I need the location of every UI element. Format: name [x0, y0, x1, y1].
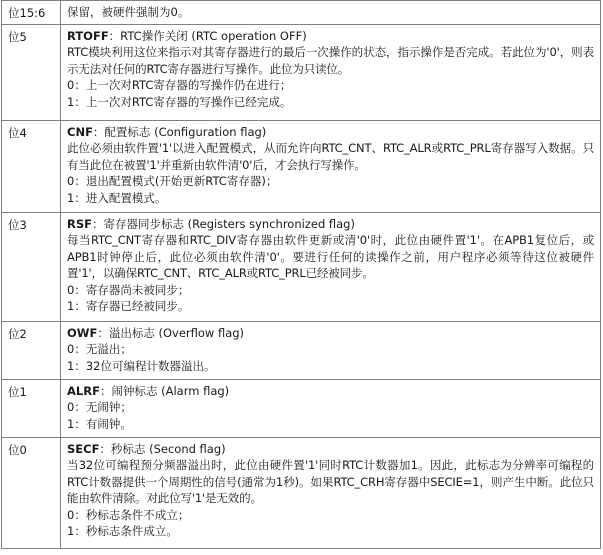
option-0: 0：退出配置模式(开始更新RTC寄存器)； [67, 174, 278, 188]
option-1: 1：寄存器已经被同步。 [67, 299, 190, 313]
bit-label: 位3 [2, 212, 61, 321]
bit-label: 位15:6 [2, 1, 61, 25]
bit-label: 位4 [2, 120, 61, 212]
table-row [2, 379, 601, 437]
option-0: 0：无闹钟； [67, 400, 132, 414]
field-detail: 当32位可编程预分频器溢出时，此位由硬件置'1'同时RTC计数器加1。因此，此标志为分辨率可编程的RTC计数器提供一个周期性的信号(通常为1秒)。如果RTC_CRH寄存器中SECIE=1，则产生中断。此位只能由软件清除。对此位写'1'是无效的。 [67, 458, 594, 505]
reserved-note: 保留，被硬件强制为0。 [67, 5, 190, 19]
option-0: 0：无溢出； [67, 342, 132, 356]
table-row [2, 321, 601, 379]
field-title: ：秒标志 (Second flag) [99, 441, 226, 456]
table-row [2, 212, 601, 321]
bit-description [61, 321, 601, 379]
option-0: 0：上一次对RTC寄存器的写操作仍在进行； [67, 78, 292, 92]
field-detail: 每当RTC_CNT寄存器和RTC_DIV寄存器由软件更新或清'0'时，此位由硬件置'1'。在APB1复位后，或APB1时钟停止后，此位必须由软件清'0'。要进行任何的读操作之前，用户程序必须等待这位被硬件置'1'，以确保RTC_CNT、RTC_ALR或RTC_PRL已经被同步。 [67, 233, 594, 280]
field-name: ALRF [67, 383, 100, 398]
field-name: SECF [67, 441, 100, 456]
field-title: ：闹钟标志 (Alarm flag) [99, 383, 230, 398]
field-title: ：溢出标志 (Overflow flag) [97, 325, 245, 340]
field-title: ：RTC操作关闭 (RTC operation OFF) [108, 28, 307, 43]
field-name: OWF [67, 325, 98, 340]
register-bit-table [1, 0, 601, 549]
table-row [2, 120, 601, 212]
table-row [2, 24, 601, 120]
bit-label: 位1 [2, 379, 61, 437]
option-1: 1：32位可编程计数器溢出。 [67, 358, 216, 373]
option-1: 1：有闹钟。 [67, 416, 132, 431]
table-row [2, 1, 601, 25]
option-1: 1：秒标志条件成立。 [67, 524, 178, 538]
field-title: ：配置标志 (Configuration flag) [92, 124, 267, 139]
table-row [2, 437, 601, 548]
bit-label: 位5 [2, 24, 61, 120]
field-name: RTOFF [67, 28, 109, 43]
bit-description [61, 1, 601, 25]
field-name: RSF [67, 216, 92, 231]
field-title: ：寄存器同步标志 (Registers synchronized flag) [92, 216, 355, 231]
bit-label: 位0 [2, 437, 61, 548]
field-detail: RTC模块利用这位来指示对其寄存器进行的最后一次操作的状态，指示操作是否完成。若此位为'0'，则表示无法对任何的RTC寄存器进行写操作。此位为只读位。 [67, 45, 594, 76]
option-0: 0：寄存器尚未被同步； [67, 282, 190, 297]
bit-description [61, 212, 601, 321]
option-0: 0：秒标志条件不成立； [67, 507, 190, 522]
option-1: 1：进入配置模式。 [67, 190, 167, 205]
option-1: 1：上一次对RTC寄存器的写操作已经完成。 [67, 94, 292, 109]
field-name: CNF [67, 124, 93, 139]
bit-description [61, 379, 601, 437]
bit-label: 位2 [2, 321, 61, 379]
bit-description [61, 120, 601, 212]
field-detail: 此位必须由软件置'1'以进入配置模式，从而允许向RTC_CNT、RTC_ALR或RTC_PRL寄存器写入数据。只有当此位在被置'1'并重新由软件清'0'后，才会执行写操作。 [67, 141, 594, 172]
bit-description [61, 24, 601, 120]
bit-description [61, 437, 601, 548]
